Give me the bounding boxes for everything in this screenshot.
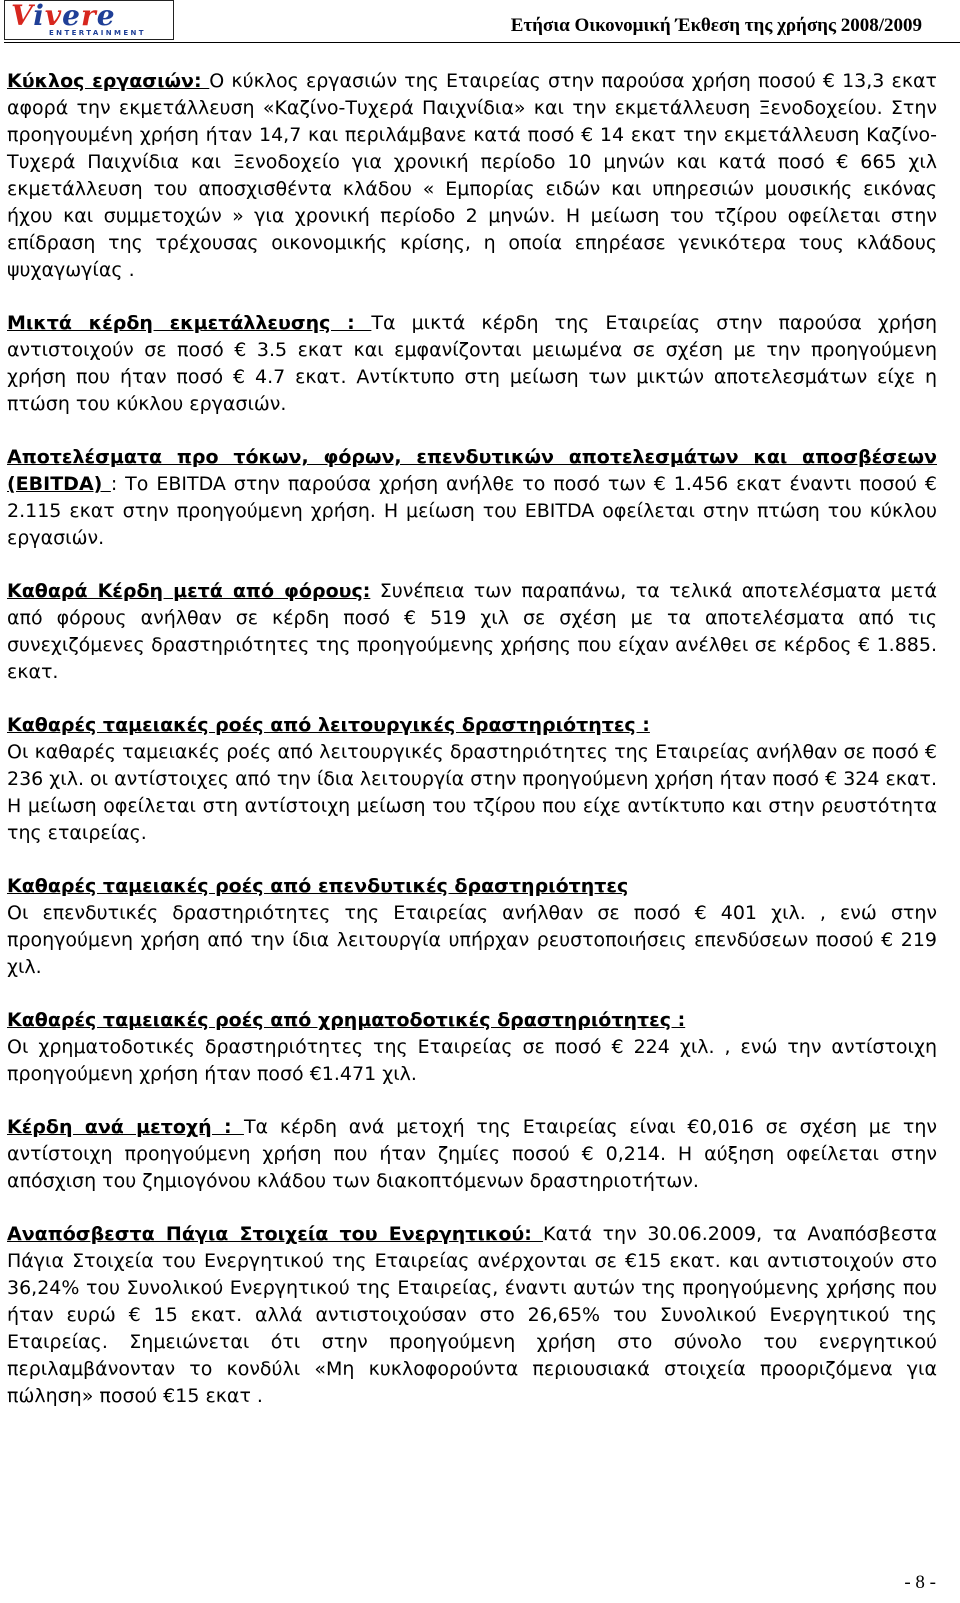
- section-heading: Μικτά κέρδη εκμετάλλευσης :: [7, 312, 372, 334]
- document-body: [7, 68, 937, 1436]
- section-text: Τα μικτά κέρδη της Εταιρείας στην παρούσα χρήση αντιστοιχούν σε ποσό € 3.5 εκατ και εμφανίζονται μειωμένα σε σχέση με την προηγούμενη χρήση που ήταν ποσό € 4.7 εκατ. Αντίκτυπο στη μείωση των μικτών αποτελεσμάτων είχε η πτώση του κύκλου εργασιών.: [7, 312, 937, 415]
- section-text: Ο κύκλος εργασιών της Εταιρείας στην παρούσα χρήση ποσού € 13,3 εκατ αφορά την εκμετάλλευση «Καζίνο-Τυχερά Παιχνίδια» και την εκμετάλλευση Ξενοδοχείου. Στην προηγουμένη χρήση ήταν 14,7 και περιλάμβανε κατά ποσό € 14 εκατ την εκμετάλλευση Καζίνο-Τυχερά Παιχνίδια και Ξενοδοχείο για χρονική περίοδο 10 μηνών και κατά ποσό € 665 χιλ εκμετάλλευση του αποσχισθέντα κλάδου « Εμπορίας ειδών και υπηρεσιών μουσικής εικόνας ήχου και συμμετοχών » για χρονική περίοδο 2 μηνών. Η μείωση του τζίρου οφείλεται στην επίδραση της τρέχουσας οικονομικής κρίσης, η οποία επηρέασε γενικότερα τους κλάδους ψυχαγωγίας .: [7, 70, 937, 281]
- section-ebitda: [7, 444, 937, 552]
- section-heading: Κέρδη ανά μετοχή :: [7, 1116, 244, 1138]
- logo-subtitle: ENTERTAINMENT: [49, 29, 146, 37]
- section-earnings-per-share: [7, 1114, 937, 1195]
- section-text: Συνέπεια των παραπάνω, τα τελικά αποτελέσματα μετά από φόρους ανήλθαν σε κέρδη ποσό € 519 χιλ σε σχέση με τα αποτελέσματα από τις συνεχιζόμενες δραστηριότητες της προηγούμενης χρήσης που είχαν ανέλθει σε κέρδος € 1.885. εκατ.: [7, 580, 937, 683]
- section-text: Τα κέρδη ανά μετοχή της Εταιρείας είναι €0,016 σε σχέση με την αντίστοιχη προηγούμενη χρήση που ήταν ζημίες ποσού € 0,214. Η αύξηση οφείλεται στην απόσχιση του ζημιογόνου κλάδου των διακοπτόμενων δραστηριοτήτων.: [7, 1116, 937, 1192]
- page-header: [4, 0, 960, 44]
- section-heading: Καθαρές ταμειακές ροές από χρηματοδοτικές δραστηριότητες :: [7, 1009, 686, 1031]
- section-heading: Αποτελέσματα προ τόκων, φόρων, επενδυτικών αποτελεσμάτων και αποσβέσεων (EBITDA): [7, 446, 937, 495]
- section-net-profit: [7, 578, 937, 686]
- section-heading: Καθαρές ταμειακές ροές από επενδυτικές δραστηριότητες: [7, 875, 629, 897]
- section-text: Οι χρηματοδοτικές δραστηριότητες της Εταιρείας σε ποσό € 224 χιλ. , ενώ την αντίστοιχη προηγούμενη χρήση ήταν ποσό €1.471 χιλ.: [7, 1036, 937, 1085]
- report-title: Ετήσια Οικονομική Έκθεση της χρήσης 2008/2009: [510, 15, 922, 36]
- section-investing-cashflow: [7, 873, 937, 981]
- section-heading: Κύκλος εργασιών:: [7, 70, 210, 92]
- section-fixed-assets: [7, 1221, 937, 1410]
- section-financing-cashflow: [7, 1007, 937, 1088]
- section-text: Οι καθαρές ταμειακές ροές από λειτουργικές δραστηριότητες της Εταιρείας ανήλθαν σε ποσό € 236 χιλ. οι αντίστοιχες από την ίδια λειτουργία στην προηγούμενη χρήση ήταν ποσό € 324 εκατ. Η μείωση οφείλεται στη αντίστοιχη μείωση του τζίρου που είχε αντίκτυπο και στην ρευστότητα της εταιρείας.: [7, 741, 937, 844]
- section-turnover: [7, 68, 937, 284]
- company-logo: [4, 0, 174, 40]
- section-gross-profit: [7, 310, 937, 418]
- header-divider: [4, 42, 960, 43]
- section-heading: Καθαρές ταμειακές ροές από λειτουργικές δραστηριότητες :: [7, 714, 650, 736]
- section-text: Οι επενδυτικές δραστηριότητες της Εταιρείας ανήλθαν σε ποσό € 401 χιλ. , ενώ στην προηγούμενη χρήση από την ίδια λειτουργία υπήρχαν ρευστοποιήσεις επενδύσεων ποσού € 219 χιλ.: [7, 902, 937, 978]
- page-number: - 8 -: [904, 1572, 936, 1593]
- section-operating-cashflow: [7, 712, 937, 847]
- section-heading: Καθαρά Κέρδη μετά από φόρους:: [7, 580, 371, 602]
- section-text: : Το EBITDA στην παρούσα χρήση ανήλθε το ποσό των € 1.456 εκατ έναντι ποσού € 2.115 εκατ στην προηγούμενη χρήση. Η μείωση του EBITDA οφείλεται στην πτώση του κύκλου εργασιών.: [7, 473, 938, 549]
- section-text: Κατά την 30.06.2009, τα Αναπόσβεστα Πάγια Στοιχεία του Ενεργητικού της Εταιρείας ανέρχονται σε €15 εκατ. και αντιστοιχούν στο 36,24% του Συνολικού Ενεργητικού της Εταιρείας, έναντι αυτών της προηγούμενης χρήσης που ήταν ευρώ € 15 εκατ. αλλά αντιστοιχούσαν στο 26,65% του Συνολικού Ενεργητικού της Εταιρείας. Σημειώνεται ότι στην προηγούμενη χρήση στο σύνολο του ενεργητικού περιλαμβάνονταν το κονδύλι «Μη κυκλοφορούντα περιουσιακά στοιχεία προοριζόμενα για πώληση» ποσού €15 εκατ .: [7, 1223, 938, 1407]
- logo-wordmark: Vivere: [11, 0, 116, 32]
- section-heading: Αναπόσβεστα Πάγια Στοιχεία του Ενεργητικού:: [7, 1223, 544, 1245]
